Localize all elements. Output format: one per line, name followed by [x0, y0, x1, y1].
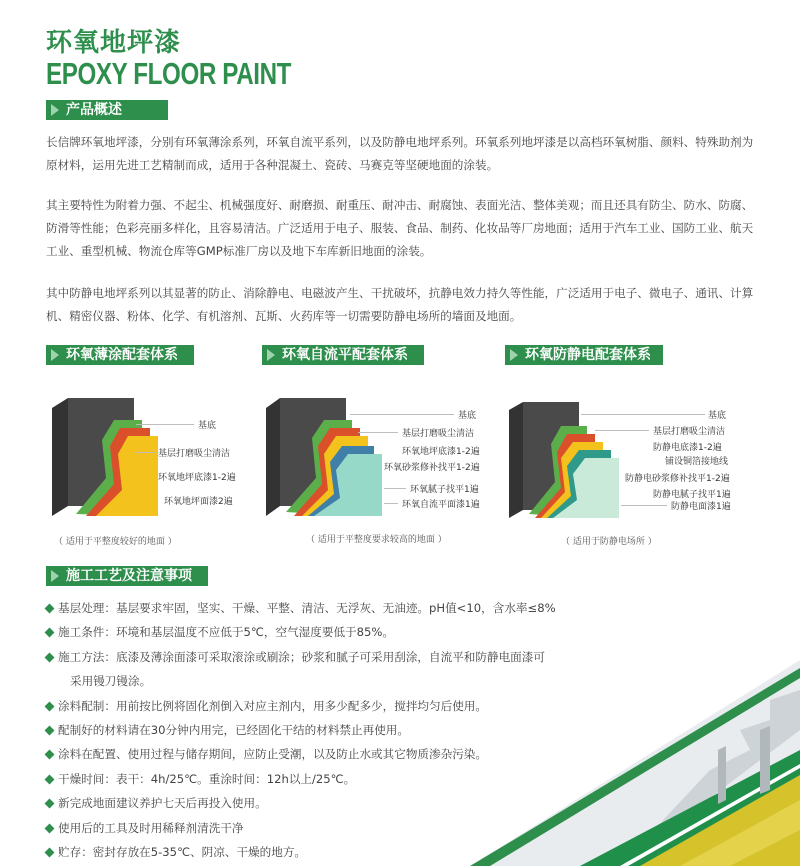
- section-heading-self-leveling: 环氧自流平配套体系: [262, 345, 424, 365]
- diagram-note: （ 适用于平整度较好的地面 ）: [54, 537, 177, 547]
- pillar: [718, 746, 726, 804]
- list-item: [46, 694, 516, 718]
- layer-label: 基底: [458, 411, 477, 421]
- leader-line: [581, 414, 705, 415]
- bullet-diamond-icon: [45, 847, 55, 857]
- layer-label: 基层打磨吸尘清洁: [402, 429, 475, 439]
- page-title-en: EPOXY FLOOR PAINT: [46, 56, 292, 91]
- list-item-text: 涂料在配置、使用过程与储存期间，应防止受潮，以及防止水或其它物质渗杂污染。: [58, 747, 487, 762]
- leader-line: [136, 424, 194, 425]
- layer-diagram-self-leveling: [262, 392, 502, 552]
- list-item-text: 涂料配制：用前按比例将固化剂倒入对应主剂内，用多少配多少，搅拌均匀后使用。: [58, 698, 487, 713]
- layer-label: 环氧地坪底漆1-2遍: [158, 473, 236, 483]
- bullet-diamond-icon: [45, 652, 55, 662]
- list-item: [46, 840, 516, 864]
- list-item-text: 基层处理：基层要求牢固，坚实、干燥、平整、清洁、无浮灰、无油迹。pH值<10，含水率≤8%: [58, 601, 556, 615]
- list-item-text: 贮存：密封存放在5-35℃、阴凉、干燥的地方。: [58, 844, 307, 859]
- list-item: [46, 596, 556, 620]
- list-item-text: 干燥时间：表干：4h/25℃。重涂时间：12h以上/25℃。: [58, 771, 356, 786]
- overview-paragraph-2: 其主要特性为附着力强、不起尘、机械强度好、耐磨损、耐重压、耐冲击、耐腐蚀、表面光洁、整体美观；而且还具有防尘、防水、防腐、防滑等性能；色彩亮丽多样化，且容易清洁。广泛适用于电子、服装、食品、制药、化妆品等厂房地面；适用于汽车工业、国防工业、航天工业、重型机械、物流仓库等GMP标准厂房以及地下车库新旧地面的涂装。: [46, 198, 754, 258]
- bullet-diamond-icon: [45, 750, 55, 760]
- leader-line: [350, 414, 454, 415]
- list-item: [46, 791, 516, 815]
- list-item: [46, 718, 516, 742]
- leader-line: [358, 432, 398, 433]
- list-item-continuation: [46, 669, 516, 693]
- list-item-text: 配制好的材料请在30分钟内用完，已经固化干结的材料禁止再使用。: [58, 722, 409, 737]
- process-list: [46, 596, 556, 864]
- concrete-side: [52, 398, 68, 516]
- section-heading-process: 施工工艺及注意事项: [46, 566, 208, 586]
- layer-label: 防静电腻子找平1遍: [653, 490, 731, 500]
- layer-label: 环氧腻子找平1遍: [410, 485, 479, 495]
- list-item: [46, 645, 545, 669]
- overview-paragraph-3: 其中防静电地坪系列以其显著的防止、消除静电、电磁波产生、干扰破坏，抗静电效力持久等性能，广泛适用于电子、微电子、通讯、计算机、精密仪器、粉体、化学、有机溶剂、瓦斯、火药库等一切需要防静电场所的墙面及地面。: [46, 286, 754, 323]
- layer-diagram-anti-static: [505, 392, 745, 552]
- floor-photo-illustration: [470, 660, 800, 866]
- leader-line: [384, 503, 398, 504]
- layer-diagram-thin-coat: [46, 392, 286, 552]
- page-title-cn: 环氧地坪漆: [46, 28, 182, 58]
- leader-line: [384, 488, 406, 489]
- bullet-diamond-icon: [45, 604, 55, 614]
- list-item-text: 施工条件：环境和基层温度不应低于5℃，空气湿度要低于85%。: [58, 625, 395, 640]
- layer-label: 基层打磨吸尘清洁: [653, 427, 726, 437]
- section-heading-thin-coat: 环氧薄涂配套体系: [46, 345, 194, 365]
- list-item-text: 采用镘刀镘涂。: [70, 674, 152, 689]
- list-item: [46, 742, 516, 766]
- bullet-diamond-icon: [45, 799, 55, 809]
- layer-label: 防静电面漆1遍: [671, 502, 731, 512]
- layer-label: 环氧自流平面漆1遍: [402, 500, 480, 510]
- bullet-diamond-icon: [45, 628, 55, 638]
- diagram-note: （ 适用于防静电场所 ）: [561, 537, 657, 547]
- list-item-text: 新完成地面建议养护七天后再投入使用。: [58, 796, 267, 811]
- layer-label: 基底: [198, 421, 217, 431]
- list-item: [46, 767, 516, 791]
- list-item: [46, 816, 516, 840]
- leader-line: [621, 505, 667, 506]
- layer-label: 基层打磨吸尘清洁: [158, 449, 231, 459]
- bullet-diamond-icon: [45, 701, 55, 711]
- layer-label: 防静电底漆1-2遍: [653, 443, 722, 453]
- layer-label: 基底: [708, 411, 727, 421]
- bullet-diamond-icon: [45, 823, 55, 833]
- pillar: [760, 726, 770, 794]
- concrete-side: [509, 402, 523, 518]
- bullet-diamond-icon: [45, 726, 55, 736]
- layer-label: 防静电砂浆修补找平1-2遍: [625, 474, 730, 484]
- list-item: [46, 620, 516, 644]
- layer-label: 环氧地坪面漆2遍: [164, 497, 233, 507]
- epoxy-floor-photo: [470, 660, 800, 866]
- diagram-note: （ 适用于平整度要求较高的地面 ）: [306, 535, 447, 545]
- leader-line: [136, 452, 156, 453]
- concrete-side: [266, 398, 280, 516]
- leader-line: [595, 430, 649, 431]
- layer-label: 环氧砂浆修补找平1-2遍: [384, 463, 480, 473]
- layer-label: 铺设铜箔接地线: [665, 457, 729, 467]
- section-heading-anti-static: 环氧防静电配套体系: [505, 345, 663, 365]
- list-item-text: 使用后的工具及时用稀释剂清洗干净: [58, 820, 244, 835]
- list-item-text: 施工方法：底漆及薄涂面漆可采取滚涂或刷涂；砂浆和腻子可采用刮涂，自流平和防静电面漆可: [58, 649, 545, 664]
- section-heading-overview: 产品概述: [46, 100, 168, 120]
- overview-paragraph-1: 长信牌环氧地坪漆，分别有环氧薄涂系列，环氧自流平系列，以及防静电地坪系列。环氧系列地坪漆是以高档环氧树脂、颜料、特殊助剂为原材料，运用先进工艺精制而成，适用于各种混凝土、瓷砖、马赛克等坚硬地面的涂装。: [46, 135, 754, 172]
- bullet-diamond-icon: [45, 774, 55, 784]
- layer-label: 环氧地坪底漆1-2遍: [402, 447, 480, 457]
